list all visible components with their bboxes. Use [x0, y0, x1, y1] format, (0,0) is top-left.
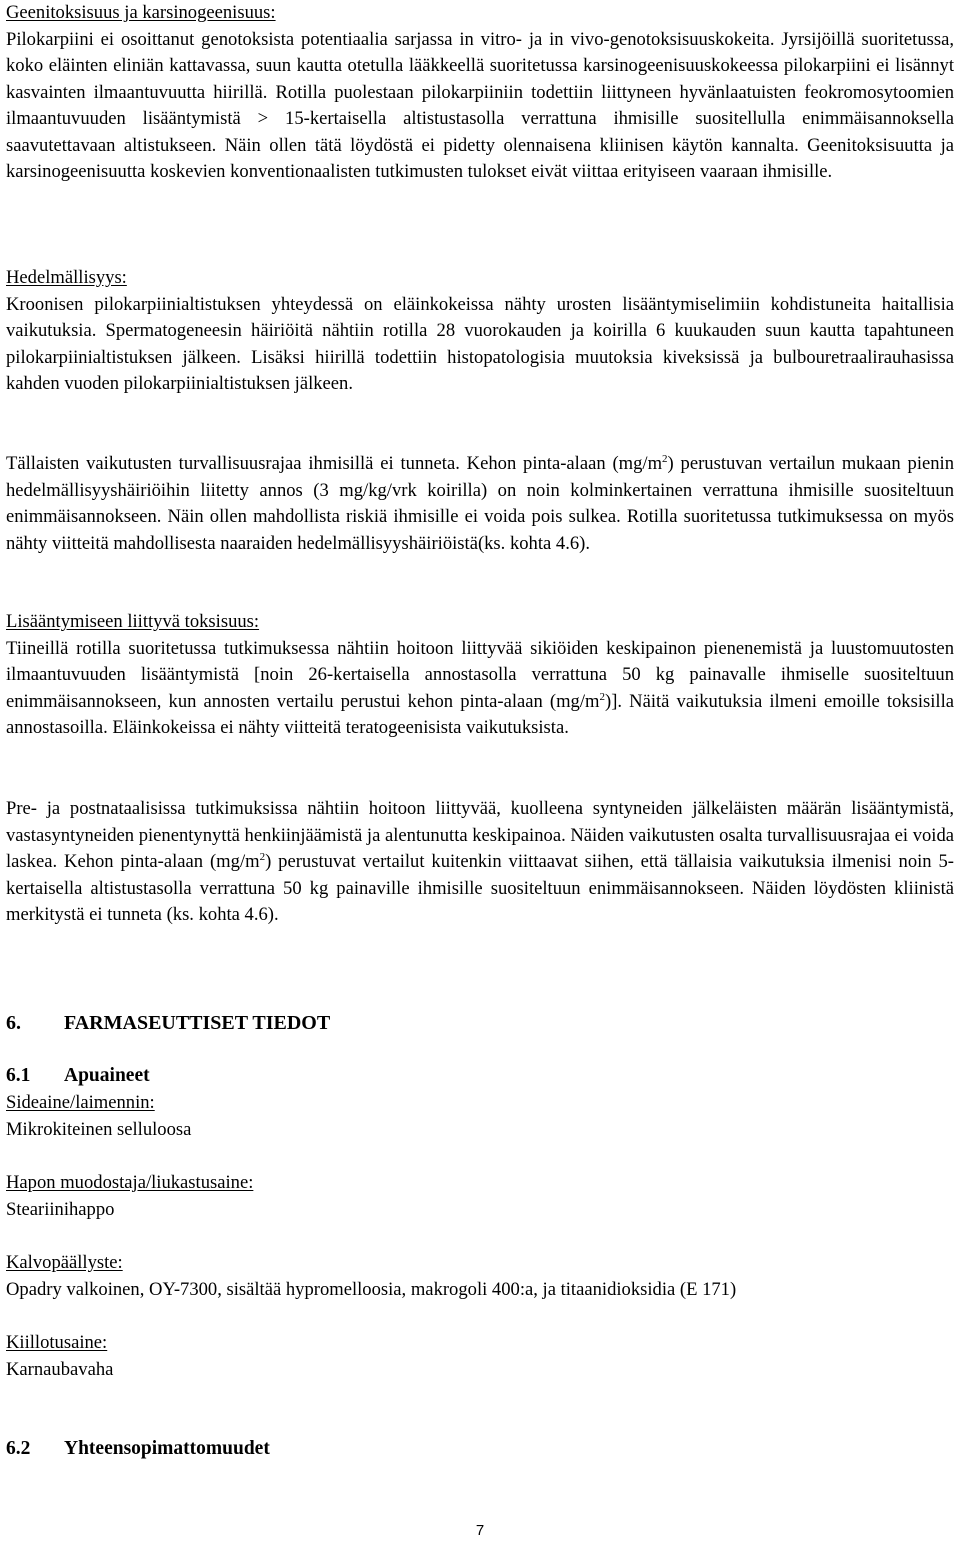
- excipient-value: Karnaubavaha: [6, 1358, 114, 1380]
- section-6-number: 6.: [6, 1012, 21, 1034]
- genotoxicity-section: [6, 0, 954, 186]
- section-6-2-heading: [6, 1436, 954, 1463]
- reproductive-toxicity-section: [6, 609, 954, 742]
- excipient-value: Opadry valkoinen, OY-7300, sisältää hypromelloosia, makrogoli 400:a, ja titaanidioksidia (E 171): [6, 1278, 737, 1300]
- reproductive-toxicity-paragraph-1: Tiineillä rotilla suoritetussa tutkimuksessa nähtiin hoitoon liittyvää sikiöiden keskipainon pienenemistä ja luustomuutosten ilmaantuvuuden lisääntymistä [noin 26-kertaisella annostasolla verrattuna 50 kg painavalle ihmiselle suositeltuun enimmäisannokseen, kun annosten vertailu perustui kehon pinta-alaan $(mg/m^2)$]. Näitä vaikutuksia ilmeni emoille toksisilla annostasoilla. Eläinkokeissa ei nähty viitteitä teratogeenisista vaikutuksista.: [6, 637, 954, 738]
- section-6-heading: [6, 1010, 954, 1037]
- excipient-polish: [6, 1330, 954, 1383]
- page-number: 7: [475, 1522, 485, 1539]
- section-6-1-number: 6.1: [6, 1065, 31, 1086]
- genotoxicity-heading: Geenitoksisuus ja karsinogeenisuus:: [6, 2, 276, 23]
- section-6-title: FARMASEUTTISET TIEDOT: [64, 1012, 331, 1034]
- section-6-2-title: Yhteensopimattomuudet: [64, 1438, 270, 1459]
- section-6-1-title: Apuaineet: [64, 1065, 150, 1086]
- excipient-value: Mikrokiteinen selluloosa: [6, 1118, 192, 1140]
- genotoxicity-paragraph: Pilokarpiini ei osoittanut genotoksista potentiaalia sarjassa in vitro- ja in vivo-genotoksisuuskokeita. Jyrsijöillä suoritetussa, koko eläinten eliniän kattavassa, suun kautta otetulla lääkkeellä suoritetussa karsinogeenisuuskokeessa pilokarpiini ei lisännyt kasvainten ilmaantuvuutta hiirillä. Rotilla puolestaan pilokarpiiniin todettiin liittyneen hyvänlaatuisten feokromosytoomien ilmaantuvuuden lisääntymistä > 15-kertaisella altistustasolla verrattuna ihmisille suositellulla enimmäisannoksella saavutettavaan altistukseen. Näin ollen tätä löydöstä ei pidetty olennaisena kliinisen käytön kannalta. Geenitoksisuutta ja karsinogeenisuutta koskevien konventionaalisten tutkimusten tulokset eivät viittaa erityiseen vaaraan ihmisille.: [6, 28, 954, 182]
- fertility-section: [6, 265, 954, 398]
- excipient-heading: Sideaine/laimennin:: [6, 1092, 155, 1113]
- excipient-lubricant: [6, 1170, 954, 1223]
- reproductive-toxicity-heading: Lisääntymiseen liittyvä toksisuus:: [6, 611, 260, 632]
- excipient-heading: Hapon muodostaja/liukastusaine:: [6, 1172, 254, 1193]
- fertility-paragraph-1: Kroonisen pilokarpiinialtistuksen yhteydessä on eläinkokeissa nähty urosten lisääntymiselimiin kohdistuneita haitallisia vaikutuksia. Spermatogeneesin häiriöitä nähtiin rotilla 28 vuorokauden ja koirilla 6 kuukauden suun kautta tapahtuneen pilokarpiinialtistuksen jälkeen. Lisäksi hiirillä todettiin histopatologisia muutoksia kiveksissä ja bulbouretraalirauhasissa kahden vuoden pilokarpiinialtistuksen jälkeen.: [6, 293, 954, 394]
- fertility-heading: Hedelmällisyys:: [6, 267, 127, 288]
- excipient-value: Steariinihappo: [6, 1198, 115, 1220]
- section-6-1-heading: [6, 1063, 954, 1090]
- excipient-binder: [6, 1090, 954, 1143]
- excipient-coating: [6, 1250, 954, 1303]
- excipient-heading: Kiillotusaine:: [6, 1332, 108, 1353]
- section-6-2-number: 6.2: [6, 1438, 31, 1459]
- reproductive-toxicity-paragraph-2: Pre- ja postnataalisissa tutkimuksissa nähtiin hoitoon liittyvää, kuolleena syntyneiden jälkeläisten määrän lisääntymistä, vastasyntyneiden pienentynyttä henkiinjäämistä ja alentunutta keskipainoa. Näiden vaikutusten osalta turvallisuusrajaa ei voida laskea. Kehon pinta-alaan $(mg/m^2)$ perustuvat vertailut kuitenkin viittaavat siihen, että tällaisia vaikutuksia ilmenisi noin 5-kertaisella altistustasolla verrattuna 50 kg painaville ihmisille suositeltuun enimmäisannokseen. Näiden löydösten kliinistä merkitystä ei tunneta (ks. kohta 4.6).: [6, 798, 955, 925]
- excipient-heading: Kalvopäällyste:: [6, 1252, 123, 1273]
- fertility-paragraph-2: Tällaisten vaikutusten turvallisuusrajaa ihmisillä ei tunneta. Kehon pinta-alaan $(mg/m^2)$ perustuvan vertailun mukaan pienin hedelmällisyyshäiriöihin liitetty annos (3 mg/kg/vrk koirilla) on noin kolminkertainen verrattuna ihmisille suositeltuun enimmäisannokseen. Näin ollen mahdollista riskiä ihmisille ei voida pois sulkea. Rotilla suoritetussa tutkimuksessa on myös nähty viitteitä mahdollisesta naaraiden hedelmällisyyshäiriöistä(ks. kohta 4.6).: [6, 453, 954, 554]
